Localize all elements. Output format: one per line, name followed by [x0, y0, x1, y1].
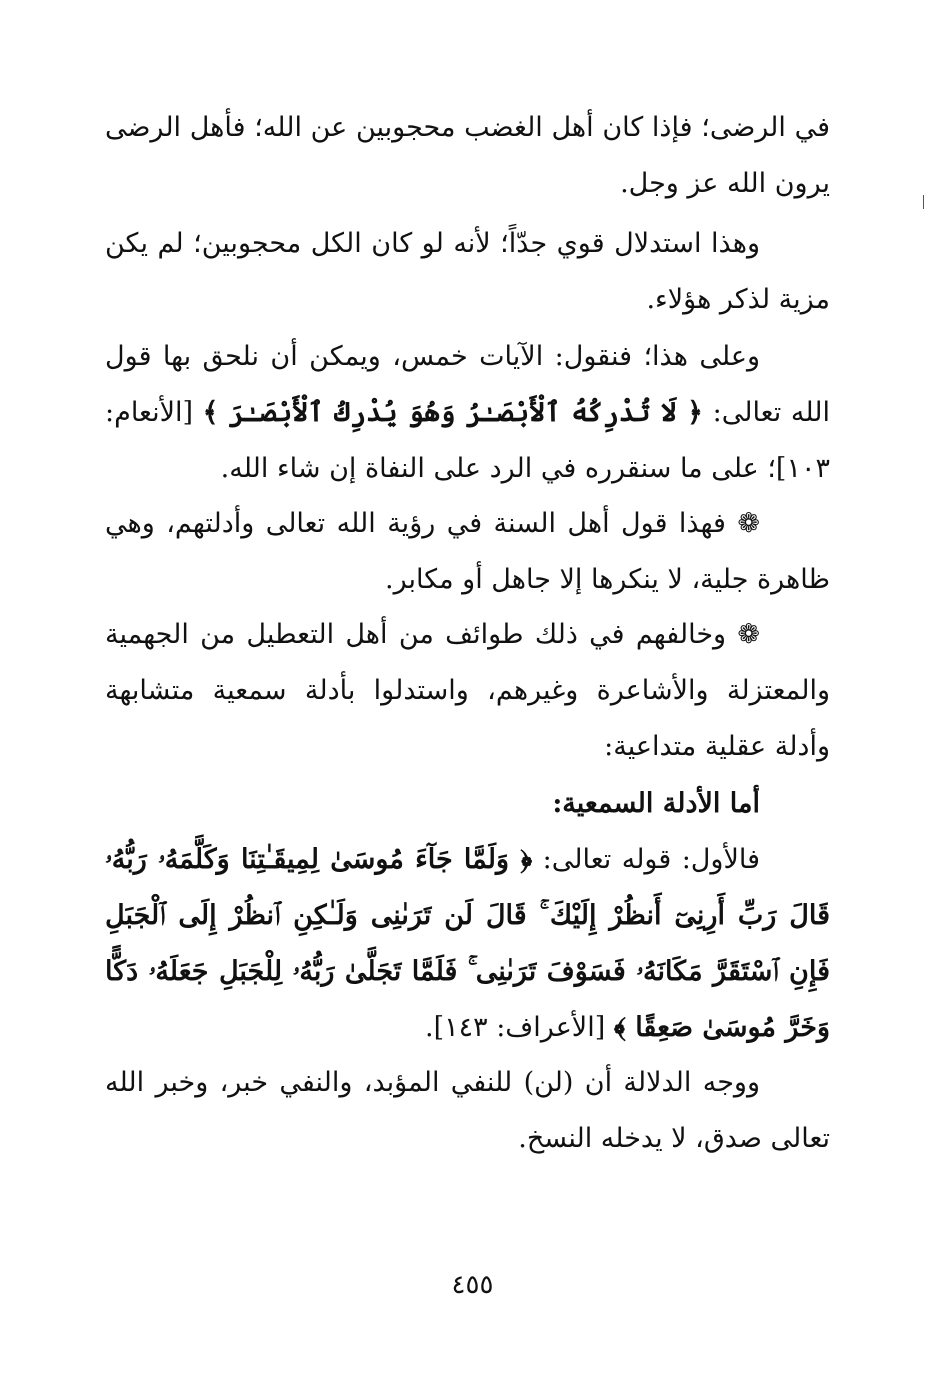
paragraph-3 — [105, 329, 830, 497]
page-number: ٤٥٥ — [451, 1270, 494, 1300]
quran-verse-anam: ﴿ لَا تُدْرِكُهُ ٱلْأَبْصَـٰرُ وَهُوَ يُدْرِكُ ٱلْأَبْصَـٰرَ ﴾ — [202, 397, 703, 428]
paragraph-7: ووجه الدلالة أن (لن) للنفي المؤبد، والنفي خبر، وخبر الله تعالى صدق، لا يدخله النسخ. — [105, 1067, 830, 1154]
paragraph-5: ❁ وخالفهم في ذلك طوائف من أهل التعطيل من الجهمية والمعتزلة والأشاعرة وغيرهم، واستدلوا بأدلة سمعية متشابهة وأدلة عقلية متداعية: — [105, 619, 830, 762]
paragraph-6-intro: فالأول: قوله تعالى: — [532, 844, 760, 875]
paragraph-3-intro: وعلى هذا؛ فنقول: الآيات خمس، ويمكن أن نلحق بها قول الله تعالى: — [105, 341, 830, 428]
paragraph-3-citation: [الأنعام: ١٠٣]؛ على ما سنقرره في الرد على النفاة إن شاء الله. — [105, 397, 830, 484]
scan-edge-mark — [923, 195, 924, 209]
paragraph-1: في الرضى؛ فإذا كان أهل الغضب محجوبين عن الله؛ فأهل الرضى يرون الله عز وجل. — [105, 112, 830, 199]
section-heading: أما الأدلة السمعية: — [552, 788, 760, 819]
paragraph-6 — [105, 832, 830, 1056]
paragraph-4: ❁ فهذا قول أهل السنة في رؤية الله تعالى وأدلتهم، وهي ظاهرة جلية، لا ينكرها إلا جاهل أو مكابر. — [105, 508, 830, 595]
paragraph-6-citation: [الأعراف: ١٤٣]. — [424, 1012, 614, 1043]
quran-verse-araf: ﴿ وَلَمَّا جَآءَ مُوسَىٰ لِمِيقَـٰتِنَا وَكَلَّمَهُۥ رَبُّهُۥ قَالَ رَبِّ أَرِنِىٓ أَنظُرْ إِلَيْكَ ۚ قَالَ لَن تَرَىٰنِى وَلَـٰكِنِ ٱنظُرْ إِلَى ٱلْجَبَلِ فَإِنِ ٱسْتَقَرَّ مَكَانَهُۥ فَسَوْفَ تَرَىٰنِى ۚ فَلَمَّا تَجَلَّىٰ رَبُّهُۥ لِلْجَبَلِ جَعَلَهُۥ دَكًّا وَخَرَّ مُوسَىٰ صَعِقًا ﴾ — [105, 844, 830, 1043]
paragraph-2: وهذا استدلال قوي جدّاً؛ لأنه لو كان الكل محجوبين؛ لم يكن مزية لذكر هؤلاء. — [105, 228, 830, 315]
